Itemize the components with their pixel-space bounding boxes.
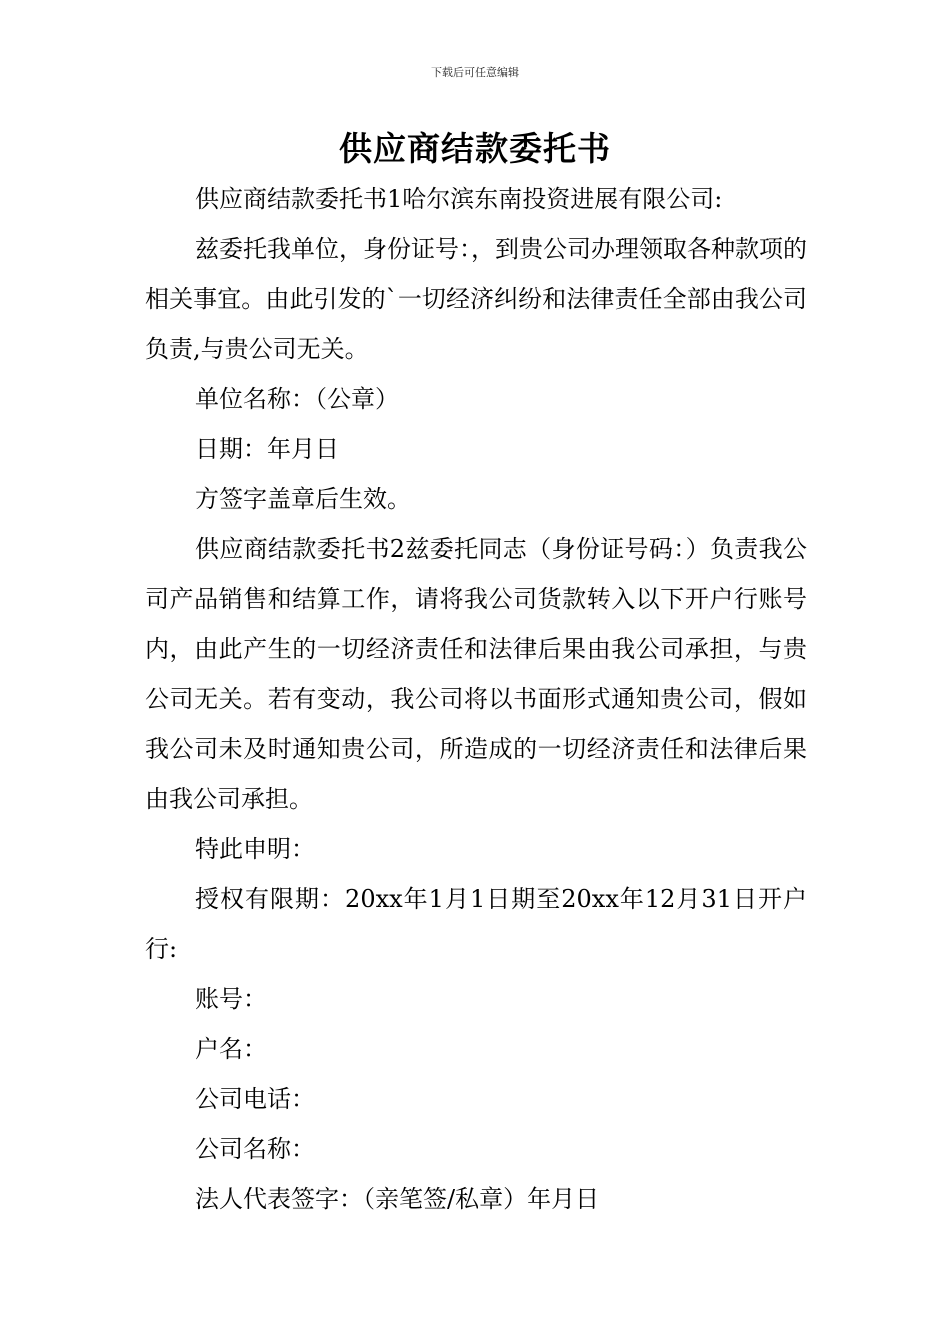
paragraph-declaration: 特此申明： [195,835,315,863]
paragraph-validity: 授权有限期：20xx年1月1日期至20xx年12月31日开户行: [145,885,807,963]
document-body [145,174,807,1224]
paragraph-account-number: 账号： [195,985,267,1013]
paragraph-recipient: 供应商结款委托书1哈尔滨东南投资进展有限公司: [195,185,723,213]
paragraph-date: 日期：年月日 [195,435,339,463]
paragraph-unit-name: 单位名称：（公章） [195,385,399,413]
paragraph-legal-signature: 法人代表签字：（亲笔签/私章）年月日 [195,1185,600,1213]
paragraph-entrust-statement: 兹委托我单位，身份证号：，到贵公司办理领取各种款项的相关事宜。由此引发的`一切经济纠纷和法律责任全部由我公司负责,与贵公司无关。 [145,235,807,363]
paragraph-company-phone: 公司电话： [195,1085,315,1113]
paragraph-effective: 方签字盖章后生效。 [195,485,411,513]
paragraph-company-name: 公司名称： [195,1135,315,1163]
paragraph-account-name: 户名： [195,1035,267,1063]
document-title: 供应商结款委托书 [339,129,611,168]
header-note: 下载后可任意编辑 [431,66,519,79]
paragraph-entrust-2: 供应商结款委托书2兹委托同志（身份证号码：）负责我公司产品销售和结算工作，请将我公司货款转入以下开户行账号内，由此产生的一切经济责任和法律后果由我公司承担，与贵公司无关。若有变动，我公司将以书面形式通知贵公司，假如我公司未及时通知贵公司，所造成的一切经济责任和法律后果由我公司承担。 [145,535,807,813]
